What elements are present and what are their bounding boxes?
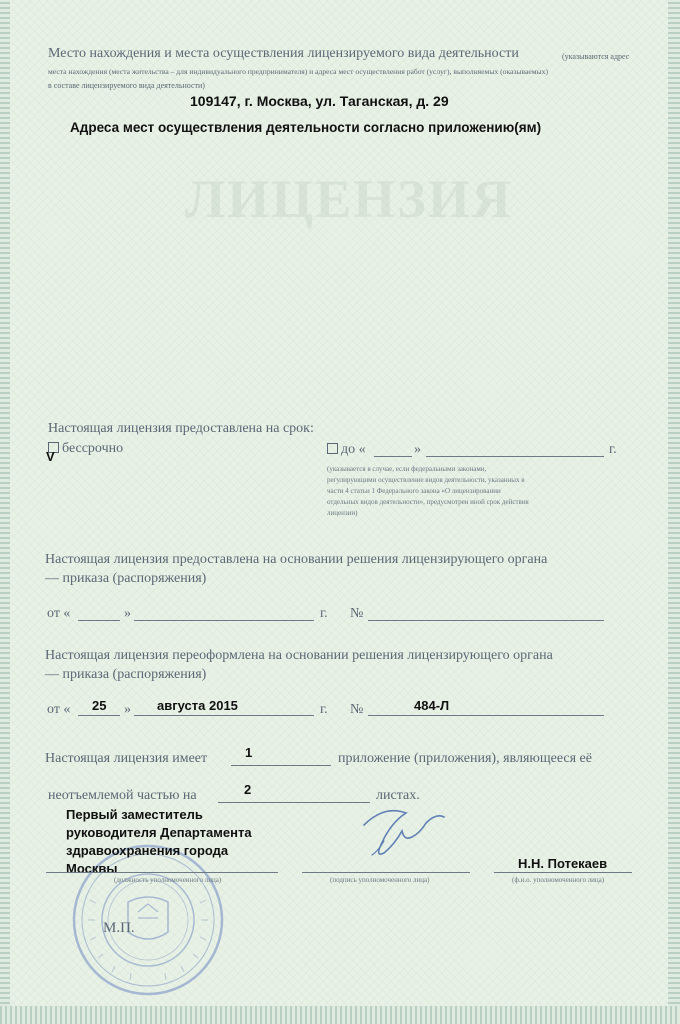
- indefinite-option: [48, 441, 123, 457]
- until-checkbox: [327, 443, 338, 454]
- grant-day-line: [78, 620, 120, 621]
- annex-line2-prefix: неотъемлемой частью на: [48, 788, 197, 803]
- caption-position: (должность уполномоченного лица): [114, 876, 222, 884]
- ornamental-border-bottom: [0, 1006, 680, 1024]
- reissue-number: 484-Л: [414, 698, 450, 713]
- until-day-line: [374, 456, 412, 457]
- watermark-text: ЛИЦЕНЗИЯ: [185, 169, 513, 229]
- until-date-line: [426, 456, 604, 457]
- reissue-from-prefix: от «: [47, 702, 71, 717]
- ornamental-border-left: [0, 0, 10, 1024]
- until-mid: »: [414, 442, 421, 457]
- caption-signature: (подпись уполномоченного лица): [330, 876, 430, 884]
- caption-name: (ф.и.о. уполномоченного лица): [512, 876, 605, 884]
- annex-sheets: 2: [244, 782, 252, 797]
- until-year-suffix: г.: [609, 442, 617, 457]
- stamp-label: М.П.: [103, 920, 135, 936]
- reissue-month-year: августа 2015: [157, 698, 238, 713]
- term-note: (указывается в случае, если федеральными законами, регулирующими осуществление видов деятельности, указанных в части 4 статьи 1 Федерального закона «О лицензировании отдельных видов деятельности», предусмотрен иной срок действия лицензии): [327, 465, 529, 517]
- position-line-3: здравоохранения города: [66, 843, 229, 858]
- grant-date-line: [134, 620, 314, 621]
- places-note: Адреса мест осуществления деятельности согласно приложению(ям): [70, 120, 542, 135]
- grant-year-suffix: г.: [320, 606, 328, 621]
- reissue-date-line: [134, 715, 314, 716]
- indefinite-label: бессрочно: [62, 441, 124, 456]
- signatory-name: Н.Н. Потекаев: [518, 856, 608, 871]
- reissue-year-suffix: г.: [320, 702, 328, 717]
- reissue-line-2: — приказа (распоряжения): [45, 667, 207, 682]
- location-note-3: в составе лицензируемого вида деятельности): [48, 81, 205, 90]
- annex-line2-suffix: листах.: [376, 788, 420, 803]
- reissue-number-line: [368, 715, 604, 716]
- position-line-4: Москвы: [66, 861, 118, 876]
- location-note-2: места нахождения (места жительства – для индивидуального предпринимателя) и адреса мест осуществления работ (услуг), выполняемых (оказываемых): [48, 67, 548, 76]
- reissue-day: 25: [92, 698, 107, 713]
- location-label: Место нахождения и места осуществления лицензируемого вида деятельности: [48, 46, 519, 61]
- signature-line: [302, 872, 470, 873]
- handwritten-signature-icon: [350, 795, 450, 865]
- annex-suffix: приложение (приложения), являющееся её: [338, 751, 592, 766]
- location-note-1: (указываются адрес: [562, 52, 630, 61]
- annex-sheets-line: [218, 802, 370, 803]
- grant-from-mid: »: [124, 606, 131, 621]
- reissue-number-sign: №: [350, 702, 364, 717]
- position-line-2: руководителя Департамента: [66, 825, 252, 840]
- until-prefix: до «: [341, 442, 366, 457]
- grant-line-1: Настоящая лицензия предоставлена на основании решения лицензирующего органа: [45, 552, 548, 567]
- reissue-day-line: [78, 715, 120, 716]
- grant-number-line: [368, 620, 604, 621]
- annex-count: 1: [245, 745, 253, 760]
- grant-line-2: — приказа (распоряжения): [45, 571, 207, 586]
- name-line: [494, 872, 632, 873]
- reissue-line-1: Настоящая лицензия переоформлена на основании решения лицензирующего органа: [45, 648, 553, 663]
- position-line: [46, 872, 278, 873]
- annex-count-line: [231, 765, 331, 766]
- address-value: 109147, г. Москва, ул. Таганская, д. 29: [190, 93, 449, 109]
- check-mark: V: [46, 449, 55, 464]
- grant-from-prefix: от «: [47, 606, 71, 621]
- term-label: Настоящая лицензия предоставлена на срок:: [48, 421, 314, 436]
- signatory-position: [66, 806, 252, 878]
- grant-number-sign: №: [350, 606, 364, 621]
- until-option: [327, 442, 366, 458]
- position-line-1: Первый заместитель: [66, 807, 203, 822]
- reissue-from-mid: »: [124, 702, 131, 717]
- ornamental-border-right: [668, 0, 680, 1024]
- annex-prefix: Настоящая лицензия имеет: [45, 751, 208, 766]
